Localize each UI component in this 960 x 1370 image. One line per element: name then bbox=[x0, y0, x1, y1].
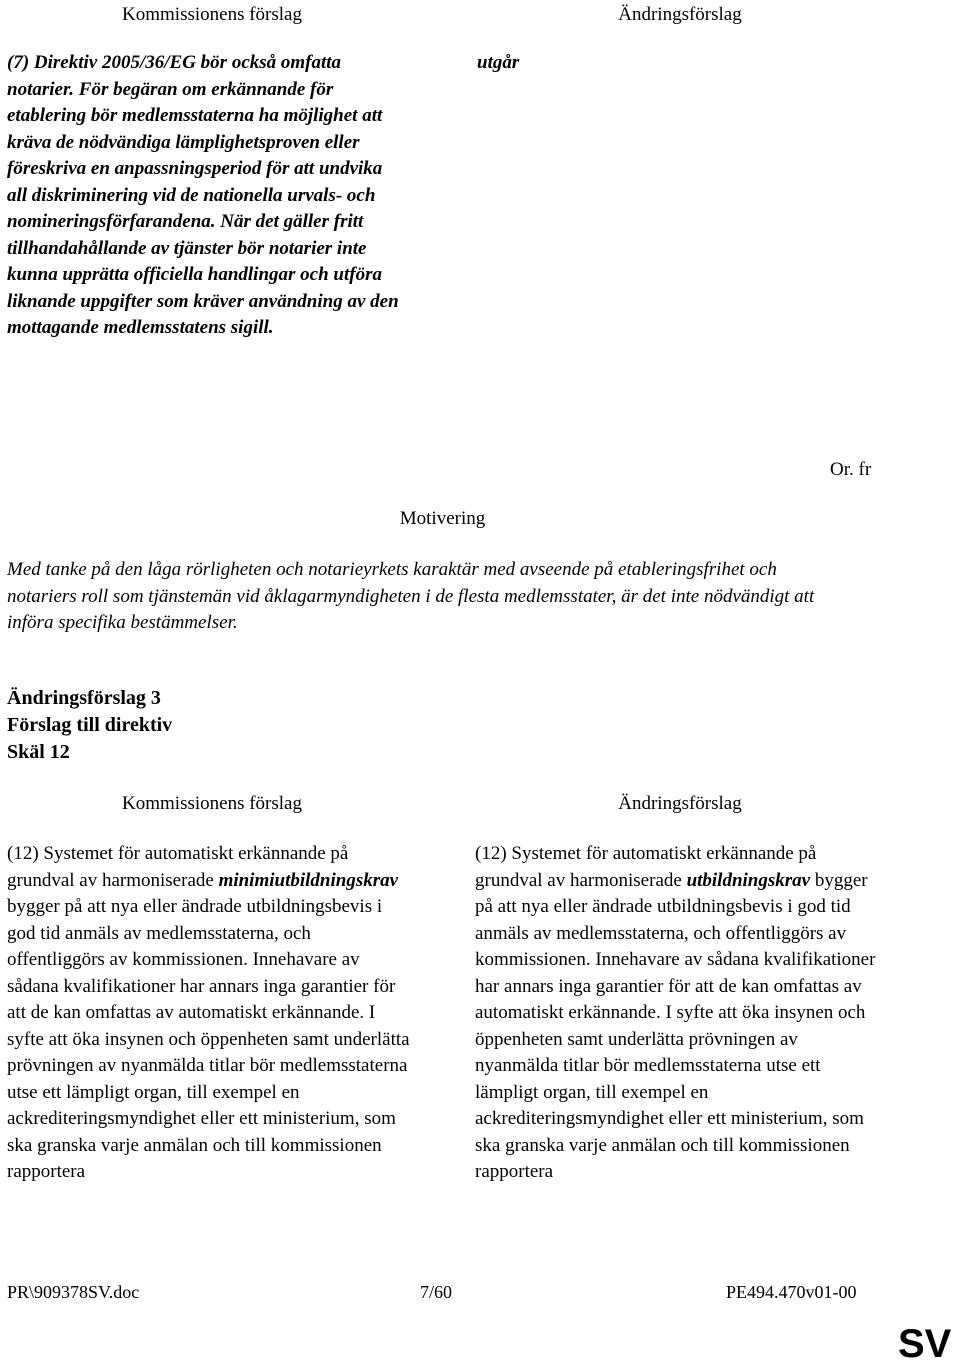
justification-text: Med tanke på den låga rörligheten och notarieyrkets karaktär med avseende på etableringsfrihet och notariers roll som tjänstemän vid åklagarmyndigheten i de flesta medlemsstater, är det inte nödvändigt att införa specifika bestämmelser. bbox=[7, 559, 815, 633]
col-header-amendment: Ändringsförslag bbox=[618, 4, 742, 25]
footer-doc-ref: PR\909378SV.doc bbox=[7, 1282, 140, 1302]
recital-12-amendment-highlight: utbildningskrav bbox=[686, 869, 811, 891]
recital-12-commission-part2: bygger på att nya eller ändrade utbildningsbevis i god tid anmäls av medlemsstaterna, och offentliggörs av kommissionen. Innehavare av sådana kvalifikationer har annars inga garantier för att de kan omfattas av automatiskt erkännande. I syfte att öka insynen och öppenheten samt underlätta prövningen av nyanmälda titlar bör medlemsstaterna utse ett lämpligt organ, till exempel en ackrediteringsmyndighet eller ett ministerium, som ska granska varje anmälan och till kommissionen rapportera bbox=[7, 896, 410, 1182]
amendment-text-deleted: utgår bbox=[477, 52, 520, 73]
commission-text-recital-7 bbox=[7, 50, 407, 342]
footer-language-code: SV bbox=[898, 1322, 952, 1366]
recital-12-amendment-part1: (12) Systemet för automatiskt erkännande på grundval av harmoniserade bbox=[475, 843, 817, 891]
commission-text-recital-12 bbox=[7, 841, 412, 1186]
amendment-number: Ändringsförslag 3 bbox=[7, 687, 161, 709]
amendment-text-recital-12 bbox=[475, 841, 883, 1186]
col-header-amendment-2: Ändringsförslag bbox=[618, 793, 742, 814]
amendment-document: Förslag till direktiv bbox=[7, 714, 173, 736]
amendment-recital: Skäl 12 bbox=[7, 741, 70, 763]
recital-12-commission-highlight: minimiutbildningskrav bbox=[218, 869, 399, 891]
recital-12-amendment-part2: bygger på att nya eller ändrade utbildningsbevis i god tid anmäls av medlemsstaterna, och offentliggörs av kommissionen. Innehavare av sådana kvalifikationer har annars inga garantier för att de kan omfattas av automatiskt erkännande. I syfte att öka insynen och öppenheten samt underlätta prövningen av nyanmälda titlar bör medlemsstaterna utse ett lämpligt organ, till exempel en ackrediteringsmyndighet eller ett ministerium, som ska granska varje anmälan och till kommissionen rapportera bbox=[475, 869, 876, 1182]
recital-7-text-part2: När det gäller fritt tillhandahållande av tjänster bör notarier inte kunna upprätta officiella handlingar och utföra liknande uppgifter som kräver användning av den mottagande medlemsstatens sigill. bbox=[7, 211, 399, 338]
amendment-title bbox=[7, 685, 172, 766]
footer-pe-ref: PE494.470v01-00 bbox=[726, 1282, 857, 1302]
col-header-commission-proposal-2: Kommissionens förslag bbox=[122, 793, 302, 814]
col-header-commission-proposal: Kommissionens förslag bbox=[122, 4, 302, 25]
footer-page-number: 7/60 bbox=[420, 1282, 453, 1302]
justification-heading: Motivering bbox=[399, 508, 486, 529]
original-language-label: Or. fr bbox=[830, 459, 872, 480]
recital-12-commission-part1: (12) Systemet för automatiskt erkännande på grundval av harmoniserade bbox=[7, 843, 349, 891]
recital-7-text-part1: (7) Direktiv 2005/36/EG bör också omfatta notarier. För begäran om erkännande för etablering bör medlemsstaterna ha möjlighet att kräva de nödvändiga lämplighetsproven eller föreskriva en anpassningsperiod för att undvika all diskriminering vid de nationella urvals- och nomineringsförfarandena. bbox=[7, 52, 383, 232]
